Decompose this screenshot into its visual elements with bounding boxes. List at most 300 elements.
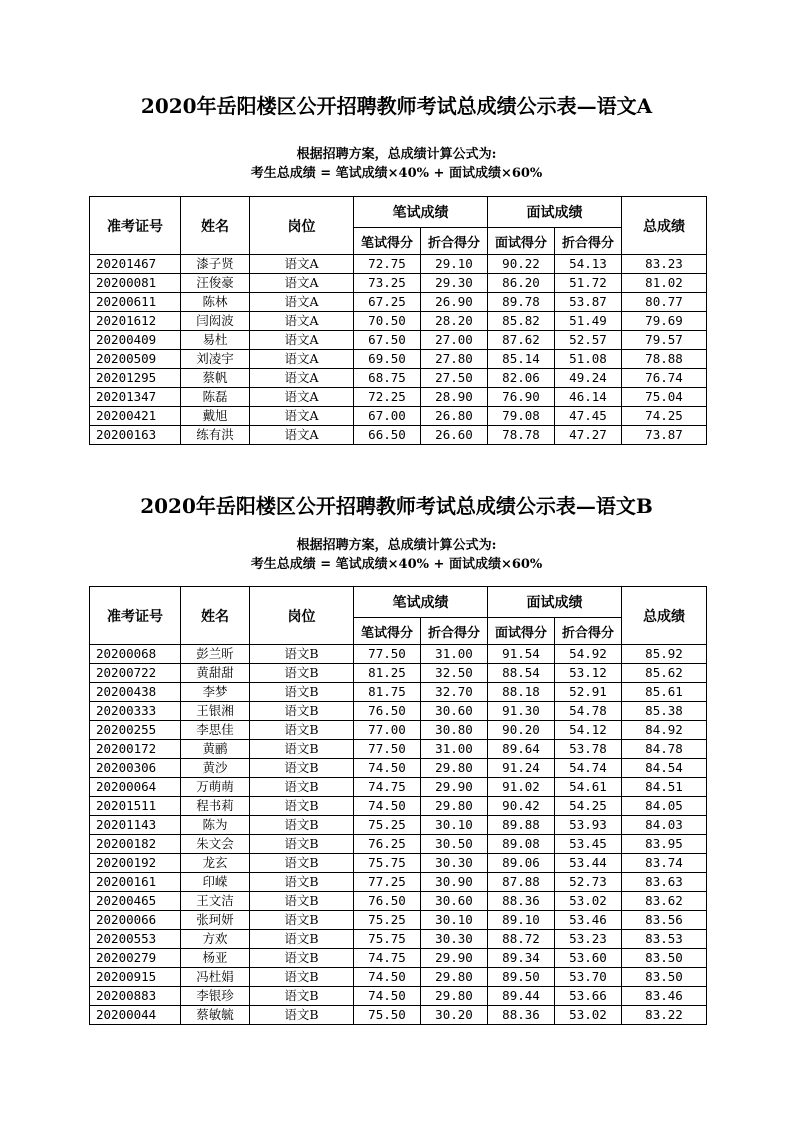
- table-row: [90, 835, 707, 854]
- cell-position: 语文B: [250, 740, 354, 759]
- cell-interview-weighted: 52.91: [555, 683, 622, 702]
- cell-exam-id: 20201511: [90, 797, 181, 816]
- cell-written-score: 74.50: [354, 968, 421, 987]
- cell-written-score: 74.50: [354, 797, 421, 816]
- table-row: [90, 664, 707, 683]
- cell-total: 83.95: [622, 835, 707, 854]
- cell-position: 语文A: [250, 426, 354, 445]
- cell-interview-weighted: 53.93: [555, 816, 622, 835]
- table-row: [90, 873, 707, 892]
- cell-name: 黄鹂: [181, 740, 250, 759]
- cell-interview-weighted: 51.08: [555, 350, 622, 369]
- cell-position: 语文B: [250, 1006, 354, 1025]
- header-name: 姓名: [181, 197, 250, 255]
- cell-position: 语文A: [250, 255, 354, 274]
- cell-interview-weighted: 54.25: [555, 797, 622, 816]
- header-position: 岗位: [250, 197, 354, 255]
- cell-exam-id: 20200255: [90, 721, 181, 740]
- header-written-score: 笔试得分: [354, 228, 421, 255]
- cell-total: 79.69: [622, 312, 707, 331]
- header-interview-score: 面试得分: [488, 618, 555, 645]
- cell-interview-weighted: 53.87: [555, 293, 622, 312]
- cell-interview-score: 89.50: [488, 968, 555, 987]
- cell-written-weighted: 30.50: [421, 835, 488, 854]
- cell-name: 蔡敏毓: [181, 1006, 250, 1025]
- cell-name: 陈磊: [181, 388, 250, 407]
- cell-written-score: 72.25: [354, 388, 421, 407]
- header-interview: 面试成绩: [488, 197, 622, 228]
- cell-written-score: 74.50: [354, 759, 421, 778]
- cell-interview-score: 90.22: [488, 255, 555, 274]
- cell-written-weighted: 29.80: [421, 797, 488, 816]
- cell-interview-score: 91.54: [488, 645, 555, 664]
- cell-total: 84.03: [622, 816, 707, 835]
- cell-position: 语文A: [250, 369, 354, 388]
- cell-total: 85.62: [622, 664, 707, 683]
- cell-position: 语文B: [250, 987, 354, 1006]
- cell-total: 80.77: [622, 293, 707, 312]
- cell-written-score: 75.50: [354, 1006, 421, 1025]
- cell-interview-weighted: 51.72: [555, 274, 622, 293]
- cell-total: 84.92: [622, 721, 707, 740]
- cell-total: 79.57: [622, 331, 707, 350]
- table-row: [90, 911, 707, 930]
- cell-written-score: 66.50: [354, 426, 421, 445]
- cell-interview-weighted: 54.61: [555, 778, 622, 797]
- cell-interview-weighted: 54.92: [555, 645, 622, 664]
- cell-position: 语文B: [250, 816, 354, 835]
- cell-position: 语文A: [250, 274, 354, 293]
- cell-position: 语文B: [250, 645, 354, 664]
- cell-interview-weighted: 53.02: [555, 892, 622, 911]
- cell-position: 语文B: [250, 797, 354, 816]
- cell-written-weighted: 30.60: [421, 702, 488, 721]
- cell-name: 陈为: [181, 816, 250, 835]
- cell-exam-id: 20200553: [90, 930, 181, 949]
- cell-name: 陈林: [181, 293, 250, 312]
- cell-exam-id: 20201143: [90, 816, 181, 835]
- cell-name: 方欢: [181, 930, 250, 949]
- cell-position: 语文B: [250, 664, 354, 683]
- cell-position: 语文B: [250, 778, 354, 797]
- cell-total: 85.61: [622, 683, 707, 702]
- cell-position: 语文B: [250, 911, 354, 930]
- cell-written-weighted: 31.00: [421, 740, 488, 759]
- cell-written-score: 75.25: [354, 816, 421, 835]
- cell-position: 语文B: [250, 949, 354, 968]
- cell-written-weighted: 30.10: [421, 911, 488, 930]
- cell-position: 语文A: [250, 293, 354, 312]
- cell-interview-score: 79.08: [488, 407, 555, 426]
- cell-exam-id: 20200066: [90, 911, 181, 930]
- table-row: [90, 293, 707, 312]
- cell-exam-id: 20200509: [90, 350, 181, 369]
- cell-exam-id: 20200064: [90, 778, 181, 797]
- cell-total: 83.22: [622, 1006, 707, 1025]
- table-b-title: 2020年岳阳楼区公开招聘教师考试总成绩公示表—语文B: [140, 494, 653, 518]
- cell-position: 语文B: [250, 683, 354, 702]
- cell-name: 漆子贤: [181, 255, 250, 274]
- cell-name: 练有洪: [181, 426, 250, 445]
- table-row: [90, 702, 707, 721]
- cell-interview-score: 82.06: [488, 369, 555, 388]
- cell-name: 杨亚: [181, 949, 250, 968]
- cell-interview-weighted: 53.78: [555, 740, 622, 759]
- table-row: [90, 388, 707, 407]
- cell-exam-id: 20200081: [90, 274, 181, 293]
- cell-exam-id: 20201467: [90, 255, 181, 274]
- cell-exam-id: 20200182: [90, 835, 181, 854]
- cell-position: 语文B: [250, 854, 354, 873]
- cell-exam-id: 20200163: [90, 426, 181, 445]
- cell-written-score: 74.75: [354, 778, 421, 797]
- cell-interview-weighted: 54.12: [555, 721, 622, 740]
- header-interview-weighted: 折合得分: [555, 228, 622, 255]
- cell-written-weighted: 30.80: [421, 721, 488, 740]
- cell-written-weighted: 29.10: [421, 255, 488, 274]
- cell-interview-score: 91.30: [488, 702, 555, 721]
- cell-written-weighted: 27.00: [421, 331, 488, 350]
- table-row: [90, 407, 707, 426]
- cell-total: 75.04: [622, 388, 707, 407]
- cell-interview-weighted: 53.70: [555, 968, 622, 987]
- cell-interview-score: 89.06: [488, 854, 555, 873]
- header-interview-weighted: 折合得分: [555, 618, 622, 645]
- cell-exam-id: 20200465: [90, 892, 181, 911]
- cell-written-weighted: 30.30: [421, 930, 488, 949]
- cell-position: 语文B: [250, 759, 354, 778]
- cell-name: 印嵘: [181, 873, 250, 892]
- cell-written-score: 76.50: [354, 892, 421, 911]
- cell-interview-score: 87.88: [488, 873, 555, 892]
- table-row: [90, 255, 707, 274]
- cell-position: 语文B: [250, 892, 354, 911]
- cell-written-score: 73.25: [354, 274, 421, 293]
- cell-written-weighted: 28.20: [421, 312, 488, 331]
- cell-name: 万萌萌: [181, 778, 250, 797]
- cell-position: 语文B: [250, 702, 354, 721]
- cell-interview-score: 90.20: [488, 721, 555, 740]
- cell-name: 黄甜甜: [181, 664, 250, 683]
- table-row: [90, 797, 707, 816]
- cell-written-score: 67.00: [354, 407, 421, 426]
- header-written-weighted: 折合得分: [421, 618, 488, 645]
- table-row: [90, 274, 707, 293]
- cell-exam-id: 20200409: [90, 331, 181, 350]
- cell-total: 84.05: [622, 797, 707, 816]
- cell-written-weighted: 29.80: [421, 968, 488, 987]
- cell-written-weighted: 29.90: [421, 949, 488, 968]
- cell-name: 张珂妍: [181, 911, 250, 930]
- cell-interview-score: 88.54: [488, 664, 555, 683]
- header-total: 总成绩: [622, 197, 707, 255]
- table-a-formula-line2: 考生总成绩 = 笔试成绩×40% + 面试成绩×60%: [250, 166, 543, 181]
- cell-total: 83.50: [622, 949, 707, 968]
- cell-interview-score: 89.88: [488, 816, 555, 835]
- cell-exam-id: 20200068: [90, 645, 181, 664]
- table-row: [90, 369, 707, 388]
- table-row: [90, 426, 707, 445]
- cell-written-score: 68.75: [354, 369, 421, 388]
- table-row: [90, 968, 707, 987]
- cell-interview-weighted: 53.60: [555, 949, 622, 968]
- cell-name: 蔡帆: [181, 369, 250, 388]
- cell-total: 83.63: [622, 873, 707, 892]
- table-row: [90, 949, 707, 968]
- cell-name: 闫闳波: [181, 312, 250, 331]
- cell-written-score: 70.50: [354, 312, 421, 331]
- header-position: 岗位: [250, 587, 354, 645]
- cell-total: 85.92: [622, 645, 707, 664]
- cell-written-score: 75.75: [354, 854, 421, 873]
- cell-total: 83.74: [622, 854, 707, 873]
- cell-total: 81.02: [622, 274, 707, 293]
- table-row: [90, 683, 707, 702]
- cell-exam-id: 20200044: [90, 1006, 181, 1025]
- cell-interview-weighted: 53.12: [555, 664, 622, 683]
- cell-written-score: 67.50: [354, 331, 421, 350]
- cell-written-score: 75.75: [354, 930, 421, 949]
- cell-interview-score: 76.90: [488, 388, 555, 407]
- cell-exam-id: 20200192: [90, 854, 181, 873]
- cell-exam-id: 20201347: [90, 388, 181, 407]
- cell-interview-score: 88.36: [488, 1006, 555, 1025]
- cell-exam-id: 20200306: [90, 759, 181, 778]
- table-a-formula-line1: 根据招聘方案，总成绩计算公式为:: [296, 147, 497, 162]
- cell-total: 74.25: [622, 407, 707, 426]
- cell-written-score: 72.75: [354, 255, 421, 274]
- cell-total: 84.54: [622, 759, 707, 778]
- cell-position: 语文B: [250, 968, 354, 987]
- cell-written-weighted: 32.70: [421, 683, 488, 702]
- cell-interview-weighted: 53.46: [555, 911, 622, 930]
- header-written: 笔试成绩: [354, 587, 488, 618]
- cell-name: 彭兰昕: [181, 645, 250, 664]
- cell-written-weighted: 30.90: [421, 873, 488, 892]
- cell-total: 76.74: [622, 369, 707, 388]
- cell-written-weighted: 29.80: [421, 987, 488, 1006]
- table-row: [90, 721, 707, 740]
- cell-total: 83.62: [622, 892, 707, 911]
- cell-interview-score: 87.62: [488, 331, 555, 350]
- cell-position: 语文A: [250, 407, 354, 426]
- cell-exam-id: 20200722: [90, 664, 181, 683]
- cell-position: 语文B: [250, 721, 354, 740]
- cell-total: 73.87: [622, 426, 707, 445]
- cell-written-score: 75.25: [354, 911, 421, 930]
- table-row: [90, 1006, 707, 1025]
- cell-written-weighted: 27.50: [421, 369, 488, 388]
- cell-position: 语文A: [250, 312, 354, 331]
- cell-position: 语文B: [250, 835, 354, 854]
- table-row: [90, 930, 707, 949]
- cell-position: 语文B: [250, 930, 354, 949]
- cell-interview-weighted: 54.78: [555, 702, 622, 721]
- header-written-weighted: 折合得分: [421, 228, 488, 255]
- cell-written-weighted: 26.60: [421, 426, 488, 445]
- cell-written-weighted: 30.30: [421, 854, 488, 873]
- cell-interview-score: 89.34: [488, 949, 555, 968]
- cell-total: 83.56: [622, 911, 707, 930]
- cell-exam-id: 20200915: [90, 968, 181, 987]
- cell-written-weighted: 30.10: [421, 816, 488, 835]
- cell-interview-weighted: 53.66: [555, 987, 622, 1006]
- cell-total: 78.88: [622, 350, 707, 369]
- cell-interview-weighted: 54.74: [555, 759, 622, 778]
- cell-name: 李梦: [181, 683, 250, 702]
- cell-position: 语文A: [250, 331, 354, 350]
- table-b-body: [90, 645, 707, 1025]
- header-written-score: 笔试得分: [354, 618, 421, 645]
- cell-interview-score: 91.02: [488, 778, 555, 797]
- cell-written-score: 76.25: [354, 835, 421, 854]
- cell-exam-id: 20200279: [90, 949, 181, 968]
- cell-total: 83.53: [622, 930, 707, 949]
- table-row: [90, 816, 707, 835]
- cell-name: 汪俊豪: [181, 274, 250, 293]
- cell-written-weighted: 31.00: [421, 645, 488, 664]
- table-row: [90, 778, 707, 797]
- cell-interview-score: 89.10: [488, 911, 555, 930]
- cell-total: 84.78: [622, 740, 707, 759]
- cell-exam-id: 20201612: [90, 312, 181, 331]
- table-a: [89, 196, 707, 445]
- cell-exam-id: 20200161: [90, 873, 181, 892]
- table-row: [90, 350, 707, 369]
- cell-interview-weighted: 54.13: [555, 255, 622, 274]
- cell-interview-weighted: 53.44: [555, 854, 622, 873]
- cell-exam-id: 20200421: [90, 407, 181, 426]
- cell-exam-id: 20200611: [90, 293, 181, 312]
- cell-name: 朱文会: [181, 835, 250, 854]
- cell-interview-score: 91.24: [488, 759, 555, 778]
- cell-interview-score: 88.36: [488, 892, 555, 911]
- cell-written-score: 77.50: [354, 740, 421, 759]
- cell-name: 戴旭: [181, 407, 250, 426]
- cell-written-weighted: 27.80: [421, 350, 488, 369]
- cell-interview-weighted: 51.49: [555, 312, 622, 331]
- cell-total: 84.51: [622, 778, 707, 797]
- cell-position: 语文B: [250, 873, 354, 892]
- cell-written-score: 74.50: [354, 987, 421, 1006]
- cell-total: 85.38: [622, 702, 707, 721]
- table-row: [90, 740, 707, 759]
- cell-name: 李银珍: [181, 987, 250, 1006]
- cell-name: 黄沙: [181, 759, 250, 778]
- header-written: 笔试成绩: [354, 197, 488, 228]
- header-id: 准考证号: [90, 587, 181, 645]
- cell-interview-weighted: 46.14: [555, 388, 622, 407]
- cell-interview-weighted: 52.73: [555, 873, 622, 892]
- cell-interview-score: 89.64: [488, 740, 555, 759]
- cell-written-weighted: 26.90: [421, 293, 488, 312]
- cell-interview-score: 89.08: [488, 835, 555, 854]
- cell-written-weighted: 29.90: [421, 778, 488, 797]
- table-b: [89, 586, 707, 1025]
- cell-interview-score: 90.42: [488, 797, 555, 816]
- cell-interview-weighted: 52.57: [555, 331, 622, 350]
- cell-written-score: 81.25: [354, 664, 421, 683]
- cell-name: 冯杜娟: [181, 968, 250, 987]
- cell-written-score: 77.25: [354, 873, 421, 892]
- cell-written-weighted: 29.80: [421, 759, 488, 778]
- cell-written-weighted: 30.60: [421, 892, 488, 911]
- table-b-formula-line2: 考生总成绩 = 笔试成绩×40% + 面试成绩×60%: [250, 557, 543, 572]
- cell-interview-weighted: 49.24: [555, 369, 622, 388]
- cell-exam-id: 20200438: [90, 683, 181, 702]
- table-row: [90, 645, 707, 664]
- cell-interview-weighted: 53.02: [555, 1006, 622, 1025]
- cell-written-weighted: 29.30: [421, 274, 488, 293]
- cell-interview-score: 88.18: [488, 683, 555, 702]
- cell-total: 83.50: [622, 968, 707, 987]
- cell-interview-weighted: 53.45: [555, 835, 622, 854]
- cell-interview-score: 85.82: [488, 312, 555, 331]
- cell-exam-id: 20200883: [90, 987, 181, 1006]
- table-row: [90, 312, 707, 331]
- table-row: [90, 987, 707, 1006]
- table-row: [90, 331, 707, 350]
- cell-exam-id: 20200172: [90, 740, 181, 759]
- cell-name: 刘凌宇: [181, 350, 250, 369]
- cell-written-weighted: 32.50: [421, 664, 488, 683]
- cell-position: 语文A: [250, 350, 354, 369]
- header-name: 姓名: [181, 587, 250, 645]
- cell-name: 龙玄: [181, 854, 250, 873]
- cell-interview-score: 88.72: [488, 930, 555, 949]
- table-a-body: [90, 255, 707, 445]
- cell-total: 83.46: [622, 987, 707, 1006]
- cell-interview-score: 89.78: [488, 293, 555, 312]
- cell-exam-id: 20201295: [90, 369, 181, 388]
- cell-name: 王银湘: [181, 702, 250, 721]
- cell-name: 易杜: [181, 331, 250, 350]
- cell-written-score: 67.25: [354, 293, 421, 312]
- cell-written-weighted: 26.80: [421, 407, 488, 426]
- cell-name: 王文洁: [181, 892, 250, 911]
- cell-name: 李思佳: [181, 721, 250, 740]
- cell-interview-weighted: 47.45: [555, 407, 622, 426]
- cell-written-score: 76.50: [354, 702, 421, 721]
- table-b-formula-line1: 根据招聘方案，总成绩计算公式为:: [296, 538, 497, 553]
- cell-written-score: 77.00: [354, 721, 421, 740]
- header-total: 总成绩: [622, 587, 707, 645]
- cell-name: 程书莉: [181, 797, 250, 816]
- cell-interview-weighted: 47.27: [555, 426, 622, 445]
- cell-written-score: 69.50: [354, 350, 421, 369]
- table-row: [90, 854, 707, 873]
- cell-written-weighted: 30.20: [421, 1006, 488, 1025]
- cell-written-weighted: 28.90: [421, 388, 488, 407]
- cell-written-score: 74.75: [354, 949, 421, 968]
- table-a-title: 2020年岳阳楼区公开招聘教师考试总成绩公示表—语文A: [140, 94, 653, 118]
- cell-written-score: 81.75: [354, 683, 421, 702]
- header-interview: 面试成绩: [488, 587, 622, 618]
- cell-total: 83.23: [622, 255, 707, 274]
- table-row: [90, 892, 707, 911]
- cell-interview-weighted: 53.23: [555, 930, 622, 949]
- cell-exam-id: 20200333: [90, 702, 181, 721]
- cell-position: 语文A: [250, 388, 354, 407]
- cell-interview-score: 78.78: [488, 426, 555, 445]
- cell-interview-score: 89.44: [488, 987, 555, 1006]
- table-row: [90, 759, 707, 778]
- header-id: 准考证号: [90, 197, 181, 255]
- cell-interview-score: 86.20: [488, 274, 555, 293]
- cell-interview-score: 85.14: [488, 350, 555, 369]
- cell-written-score: 77.50: [354, 645, 421, 664]
- header-interview-score: 面试得分: [488, 228, 555, 255]
